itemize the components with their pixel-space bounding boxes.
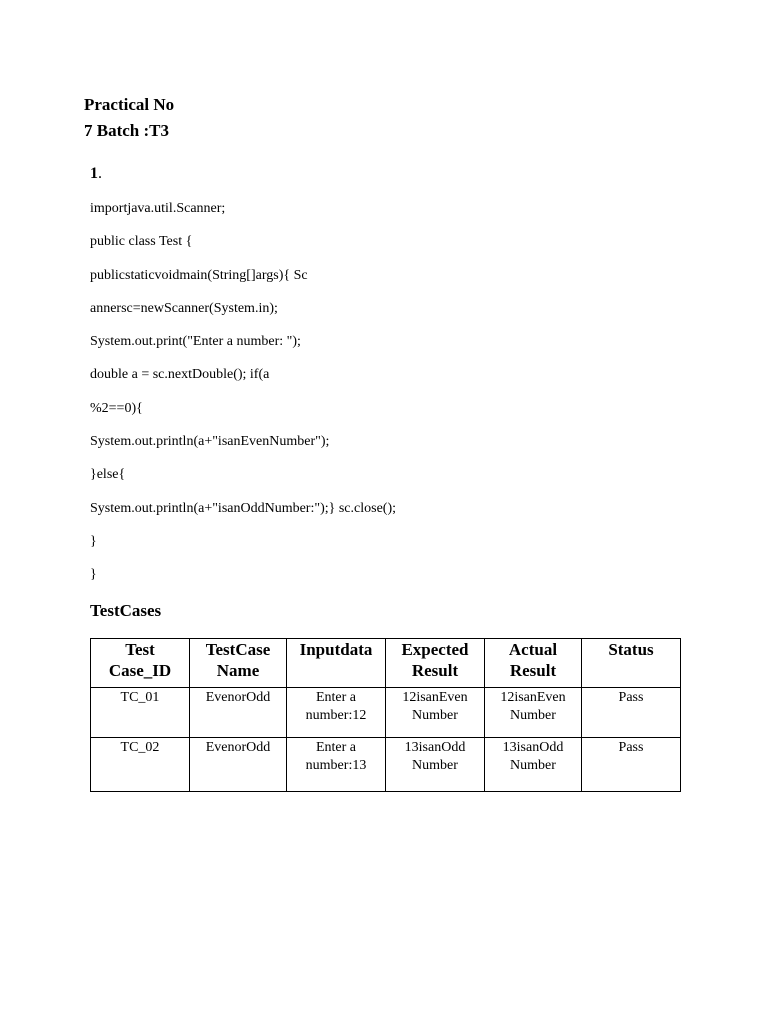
code-line: %2==0){ (90, 400, 143, 416)
testcases-heading: TestCases (90, 601, 162, 620)
cell-actual-result: 13isanOdd Number (485, 738, 582, 792)
column-header-status: Status (582, 639, 681, 688)
table-header-row (91, 639, 681, 688)
code-line: }else{ (90, 467, 126, 483)
code-line: importjava.util.Scanner; (90, 201, 226, 216)
cell-status: Pass (582, 688, 681, 738)
question-number-suffix: . (98, 165, 102, 182)
code-line: public class Test { (90, 234, 193, 250)
cell-testcase-name: EvenorOdd (190, 688, 287, 738)
code-line: } (90, 533, 97, 549)
cell-testcase-name: EvenorOdd (190, 738, 287, 792)
code-line: publicstaticvoidmain(String[]args){ Sc (90, 267, 308, 283)
table-row (91, 738, 681, 792)
code-block (90, 199, 396, 599)
question-number-value: 1 (90, 165, 98, 182)
testcases-table (90, 638, 681, 792)
code-line: System.out.println(a+"isanOddNumber:");} sc.close(); (90, 500, 396, 516)
code-line: annersc=newScanner(System.in); (90, 300, 278, 316)
column-header-expected-result: Expected Result (386, 639, 485, 688)
code-line: System.out.print("Enter a number: "); (90, 334, 301, 350)
practical-header (84, 92, 174, 144)
code-line: } (90, 567, 97, 583)
question-number (90, 164, 102, 184)
column-header-inputdata: Inputdata (287, 639, 386, 688)
cell-expected-result: 12isanEven Number (386, 688, 485, 738)
header-line-1: Practical No (84, 95, 175, 114)
cell-inputdata: Enter a number:12 (287, 688, 386, 738)
header-line-2: 7 Batch :T3 (84, 121, 169, 140)
cell-test-case-id: TC_02 (91, 738, 190, 792)
cell-status: Pass (582, 738, 681, 792)
code-line: System.out.println(a+"isanEvenNumber"); (90, 434, 330, 450)
cell-inputdata: Enter a number:13 (287, 738, 386, 792)
table-row (91, 688, 681, 738)
cell-expected-result: 13isanOdd Number (386, 738, 485, 792)
column-header-actual-result: Actual Result (485, 639, 582, 688)
cell-actual-result: 12isanEven Number (485, 688, 582, 738)
cell-test-case-id: TC_01 (91, 688, 190, 738)
column-header-testcase-name: TestCase Name (190, 639, 287, 688)
column-header-test-case-id: Test Case_ID (91, 639, 190, 688)
code-line: double a = sc.nextDouble(); if(a (90, 367, 270, 383)
